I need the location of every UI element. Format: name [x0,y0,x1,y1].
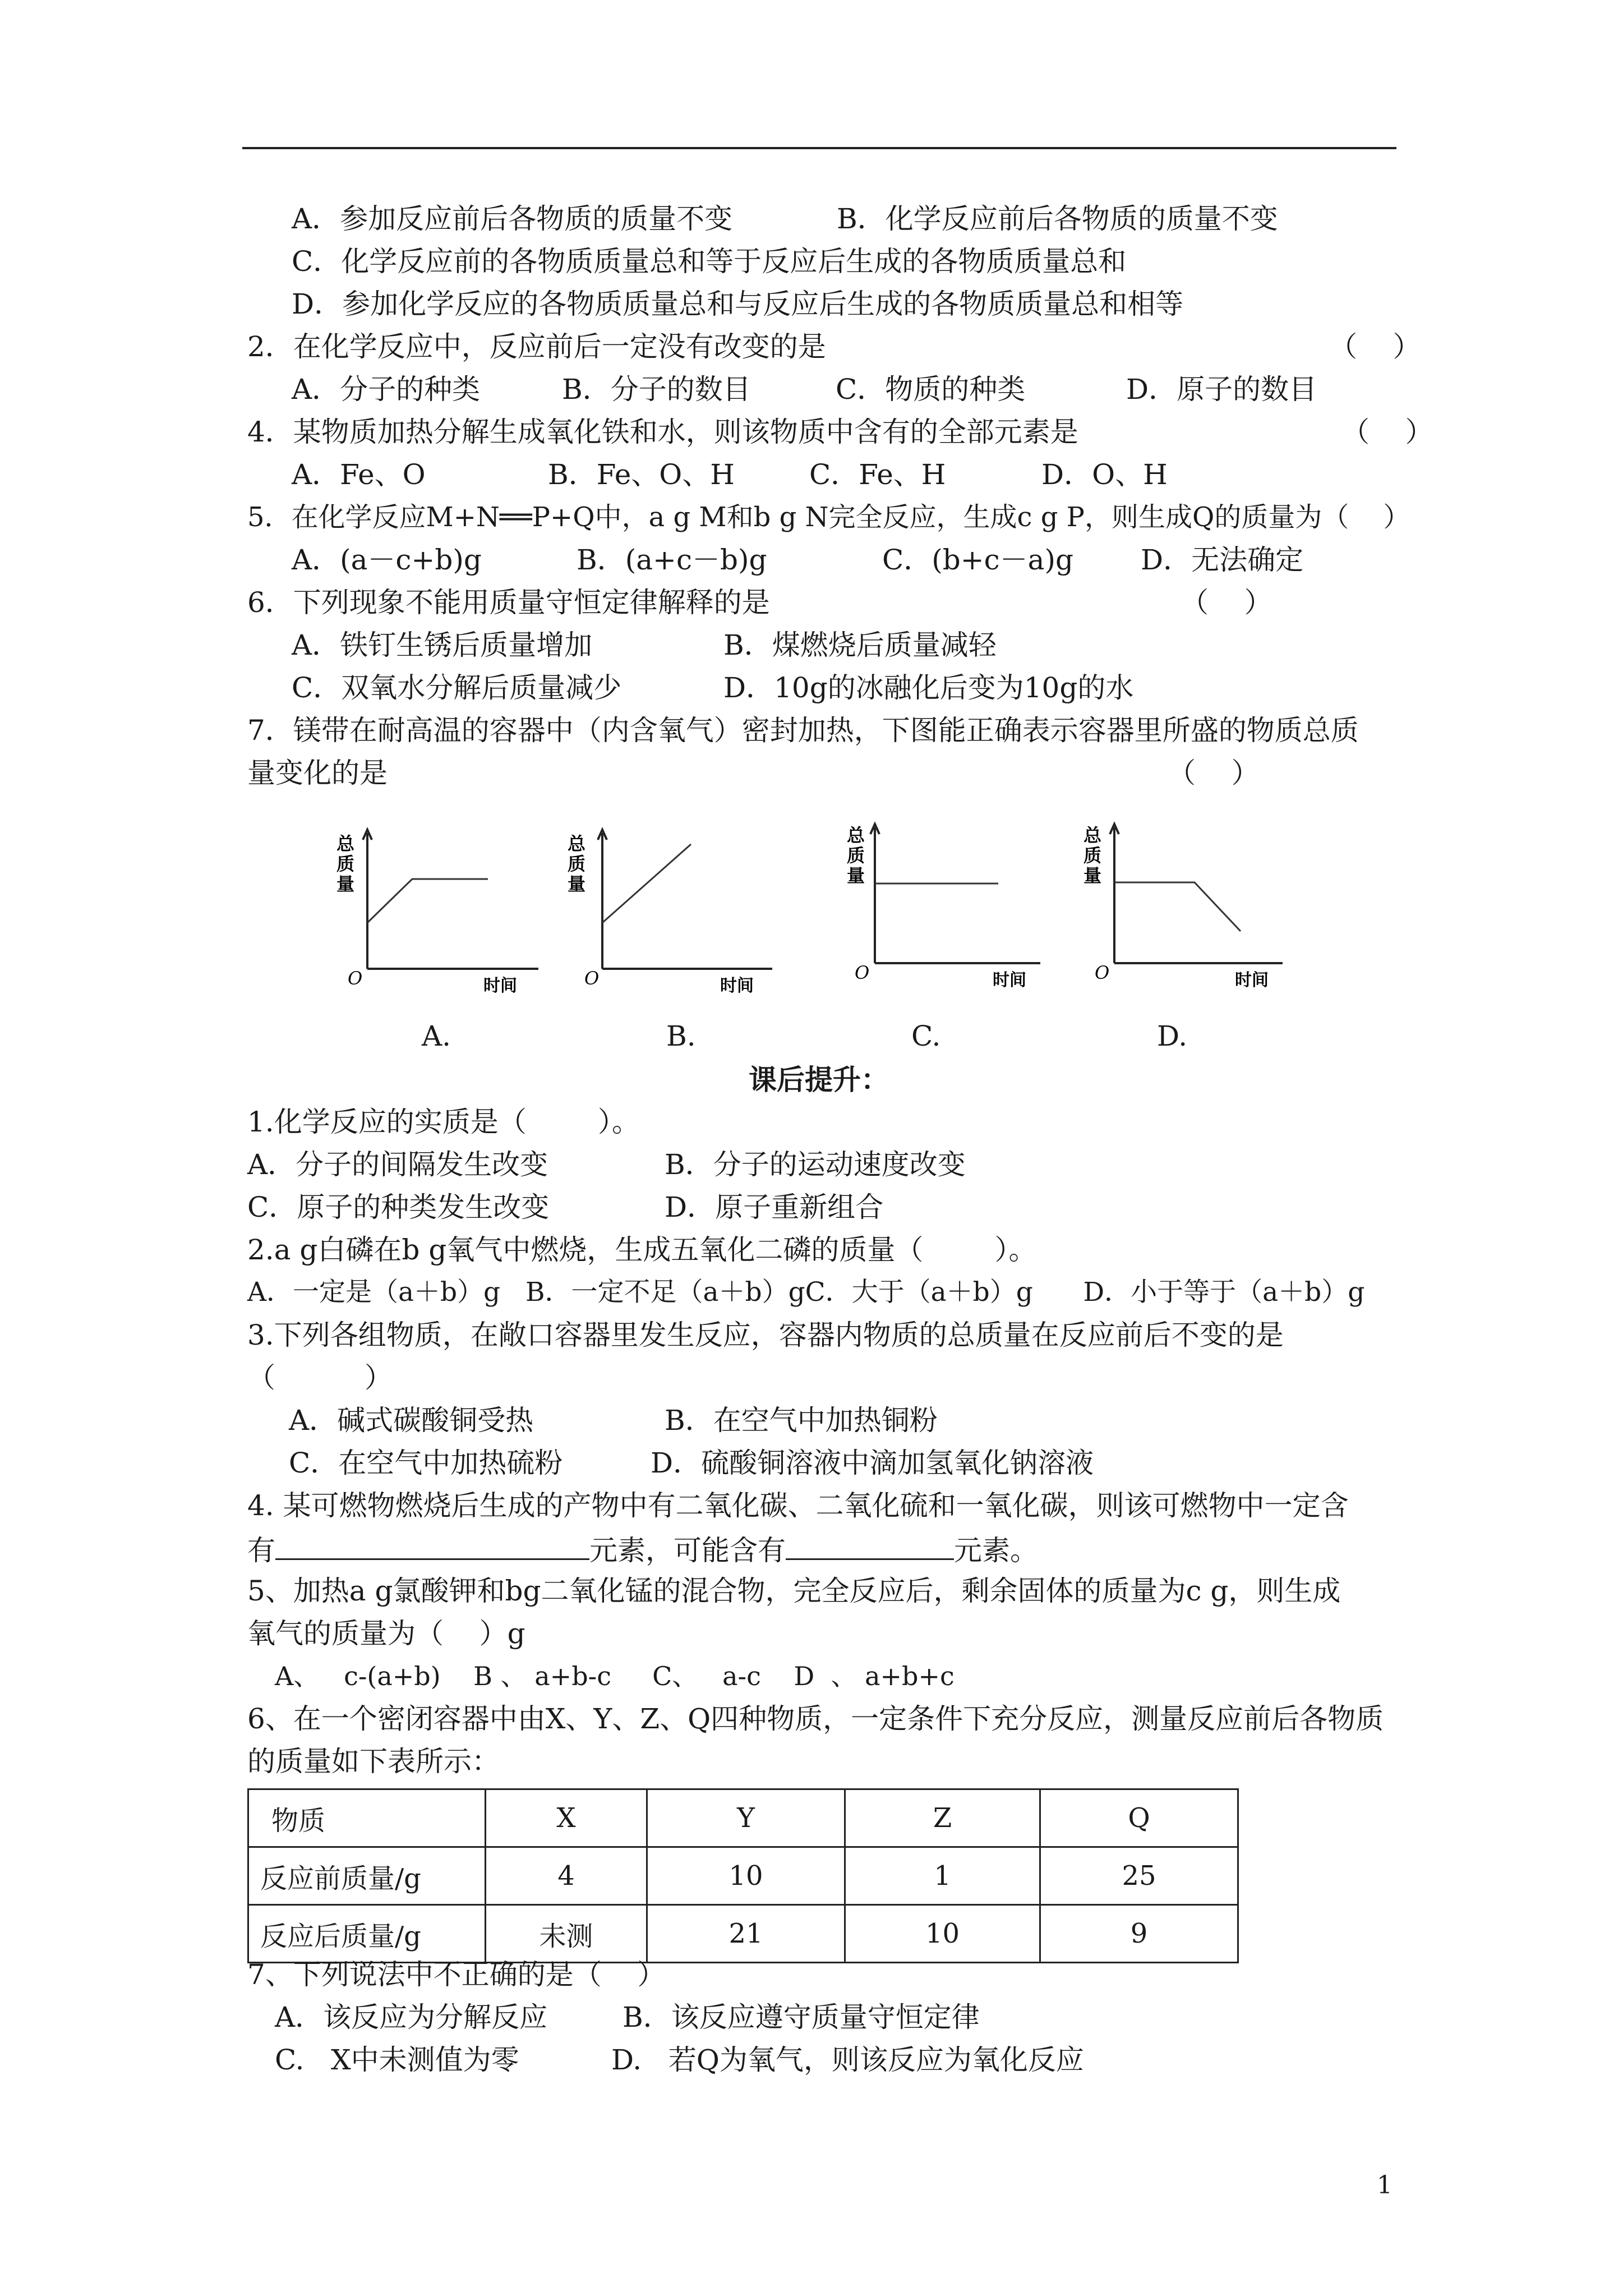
graph-a [331,816,544,1001]
q7-stem-line1: 7．镁带在耐高温的容器中（内含氧气）密封加热，下图能正确表示容器里所盛的物质总质 [247,714,1359,747]
q4-stem: 4．某物质加热分解生成氧化铁和水，则该物质中含有的全部元素是 [247,416,1078,448]
graph-b-curve [602,844,691,923]
table-row [248,1847,1238,1905]
graph-c-ylabel-1: 总 [847,825,865,846]
q2-option-b: B．分子的数目 [562,373,751,406]
graph-b-xlabel: 时间 [720,976,754,996]
q6-option-c: C．双氧水分解后质量减少 [292,671,622,704]
q6-option-d: D．10g的冰融化后变为10g的水 [723,671,1134,704]
graph-d-curve [1114,882,1241,931]
graph-b-ylabel-1: 总 [568,833,586,854]
p1-option-a: A．分子的间隔发生改变 [247,1148,548,1181]
q1-option-c: C．化学反应前的各物质质量总和等于反应后生成的各物质质量总和 [292,245,1127,278]
q1-option-d: D．参加化学反应的各物质质量总和与反应后生成的各物质质量总和相等 [292,288,1184,320]
table-cell: 反应前质量/g [248,1847,486,1905]
p4-blank-possible[interactable] [786,1530,954,1560]
p4-blank-definite[interactable] [275,1530,589,1560]
table-cell: 4 [486,1847,647,1905]
p3-option-d: D．硫酸铜溶液中滴加氢氧化钠溶液 [651,1447,1094,1479]
p1-option-b: B．分子的运动速度改变 [665,1148,966,1181]
mass-table [247,1788,1239,1963]
p1-option-d: D．原子重新组合 [665,1191,884,1223]
p1-option-c: C．原子的种类发生改变 [247,1191,550,1223]
graph-d-origin: O [1095,962,1110,983]
graph-c-origin: O [855,962,870,983]
graph-b-ylabel-3: 量 [568,873,586,895]
section-title: 课后提升： [749,1064,889,1096]
q4-option-c: C．Fe、H [809,458,946,491]
graph-d-ylabel-1: 总 [1083,825,1102,846]
graph-a-label: A. [422,1020,451,1052]
graph-d-svg [1072,816,1285,1001]
graph-d-xlabel: 时间 [1235,970,1269,990]
p2-options: A．一定是（a＋b）g B．一定不足（a＋b）gC．大于（a＋b）g D．小于等于（a＋b）g [247,1277,1365,1308]
table-cell: 1 [845,1847,1040,1905]
graph-b [562,816,775,1001]
table-header-row [248,1789,1238,1847]
table-cell: 未测 [486,1905,647,1963]
table-header-cell: Q [1040,1789,1238,1847]
table-header-cell: X [486,1789,647,1847]
page-number: 1 [1377,2171,1393,2200]
q5-option-b: B．(a+c－b)g [577,544,767,576]
q5-stem: 5．在化学反应M+N══P+Q中，a g M和b g N完全反应，生成c g P，则生成Q的质量为（ ） [247,501,1410,533]
p7-option-b: B．该反应遵守质量守恒定律 [623,2001,980,2033]
p2-stem: 2.a g白磷在b g氧气中燃烧，生成五氧化二磷的质量（ ）。 [247,1234,1037,1266]
graph-d-ylabel-3: 量 [1083,865,1102,886]
p4-prefix: 有 [247,1534,275,1567]
graph-a-xlabel: 时间 [483,976,517,996]
p4-line1: 4. 某可燃物燃烧后生成的产物中有二氧化碳、二氧化硫和一氧化碳，则该可燃物中一定含 [247,1489,1349,1522]
header-rule [242,147,1396,149]
p7-option-a: A．该反应为分解反应 [275,2001,548,2033]
p5-line2: 氧气的质量为（ ）g [247,1617,525,1650]
p7-option-c: C. X中未测值为零 [275,2044,519,2076]
graph-b-ylabel-2: 质 [568,853,586,875]
p5-options: A、 c-(a+b) B 、 a+b-c C、 a-c D 、 a+b+c [275,1661,955,1691]
table-header-cell: 物质 [248,1789,486,1847]
graph-a-curve [367,879,488,923]
table-header-cell: Z [845,1789,1040,1847]
table-cell: 10 [647,1847,845,1905]
q4-option-d: D．O、H [1041,458,1168,491]
graph-c [830,816,1043,1001]
graph-a-ylabel-1: 总 [336,833,355,854]
q4-option-a: A．Fe、O [292,458,426,491]
q6-option-b: B．煤燃烧后质量减轻 [723,629,997,661]
p4-mid: 元素，可能含有 [589,1534,786,1567]
table-cell: 21 [647,1905,845,1963]
graph-c-ylabel-3: 量 [847,865,865,886]
p4-line2 [247,1530,1038,1568]
graph-b-origin: O [584,968,600,989]
p7-stem: 7、下列说法中不正确的是（ ） [247,1958,666,1991]
p5-line1: 5、加热a g氯酸钾和bg二氧化锰的混合物，完全反应后，剩余固体的质量为c g，则生成 [247,1575,1341,1607]
p7-option-d: D. 若Q为氧气，则该反应为氧化反应 [611,2044,1084,2076]
graph-a-svg [331,816,544,1001]
graph-c-ylabel-2: 质 [847,845,865,866]
graph-b-label: B. [666,1020,696,1052]
q1-option-a: A．参加反应前后各物质的质量不变 [292,203,733,235]
p6-line2: 的质量如下表所示： [247,1745,500,1778]
q2-answer-paren: （ ） [1329,330,1421,363]
table-header-cell: Y [647,1789,845,1847]
graph-c-label: C. [911,1020,941,1052]
table-cell: 9 [1040,1905,1238,1963]
q5-option-d: D．无法确定 [1141,544,1304,576]
q6-stem: 6．下列现象不能用质量守恒定律解释的是 [247,586,770,619]
graph-d [1072,816,1285,1001]
graph-d-label: D. [1157,1020,1188,1052]
q5-option-a: A．(a－c+b)g [292,544,482,576]
graph-a-ylabel-2: 质 [336,853,355,875]
q7-stem-line2: 量变化的是 [247,757,388,789]
graph-d-ylabel-2: 质 [1083,845,1102,866]
q4-option-b: B．Fe、O、H [548,458,735,491]
table-row [248,1905,1238,1963]
q2-option-d: D．原子的数目 [1126,373,1317,406]
p4-suffix: 元素。 [954,1534,1038,1567]
q5-option-c: C．(b+c－a)g [882,544,1073,576]
q2-option-c: C．物质的种类 [836,373,1026,406]
p6-line1: 6、在一个密闭容器中由X、Y、Z、Q四种物质，一定条件下充分反应，测量反应前后各物质 [247,1703,1384,1735]
graph-c-xlabel: 时间 [993,970,1026,990]
graph-b-svg [562,816,775,1001]
q2-option-a: A．分子的种类 [292,373,481,406]
graph-c-svg [830,816,1043,1001]
p3-stem: 3.下列各组物质，在敞口容器里发生反应，容器内物质的总质量在反应前后不变的是 [247,1319,1284,1351]
q6-option-a: A．铁钉生锈后质量增加 [292,629,593,661]
p3-option-b: B．在空气中加热铜粉 [665,1404,938,1437]
graph-a-ylabel-3: 量 [336,873,355,895]
table-cell: 25 [1040,1847,1238,1905]
q7-answer-paren: （ ） [1168,757,1260,789]
table-cell: 反应后质量/g [248,1905,486,1963]
graph-a-origin: O [348,968,363,989]
p3-answer-paren: （ ） [247,1361,393,1394]
p3-option-c: C．在空气中加热硫粉 [289,1447,563,1479]
q6-answer-paren: （ ） [1181,586,1272,619]
p1-stem: 1.化学反应的实质是（ ）。 [247,1106,640,1138]
q4-answer-paren: （ ） [1341,416,1433,448]
table-cell: 10 [845,1905,1040,1963]
p3-option-a: A．碱式碳酸铜受热 [289,1404,534,1437]
q2-stem: 2．在化学反应中，反应前后一定没有改变的是 [247,330,826,363]
q1-option-b: B．化学反应前后各物质的质量不变 [837,203,1278,235]
